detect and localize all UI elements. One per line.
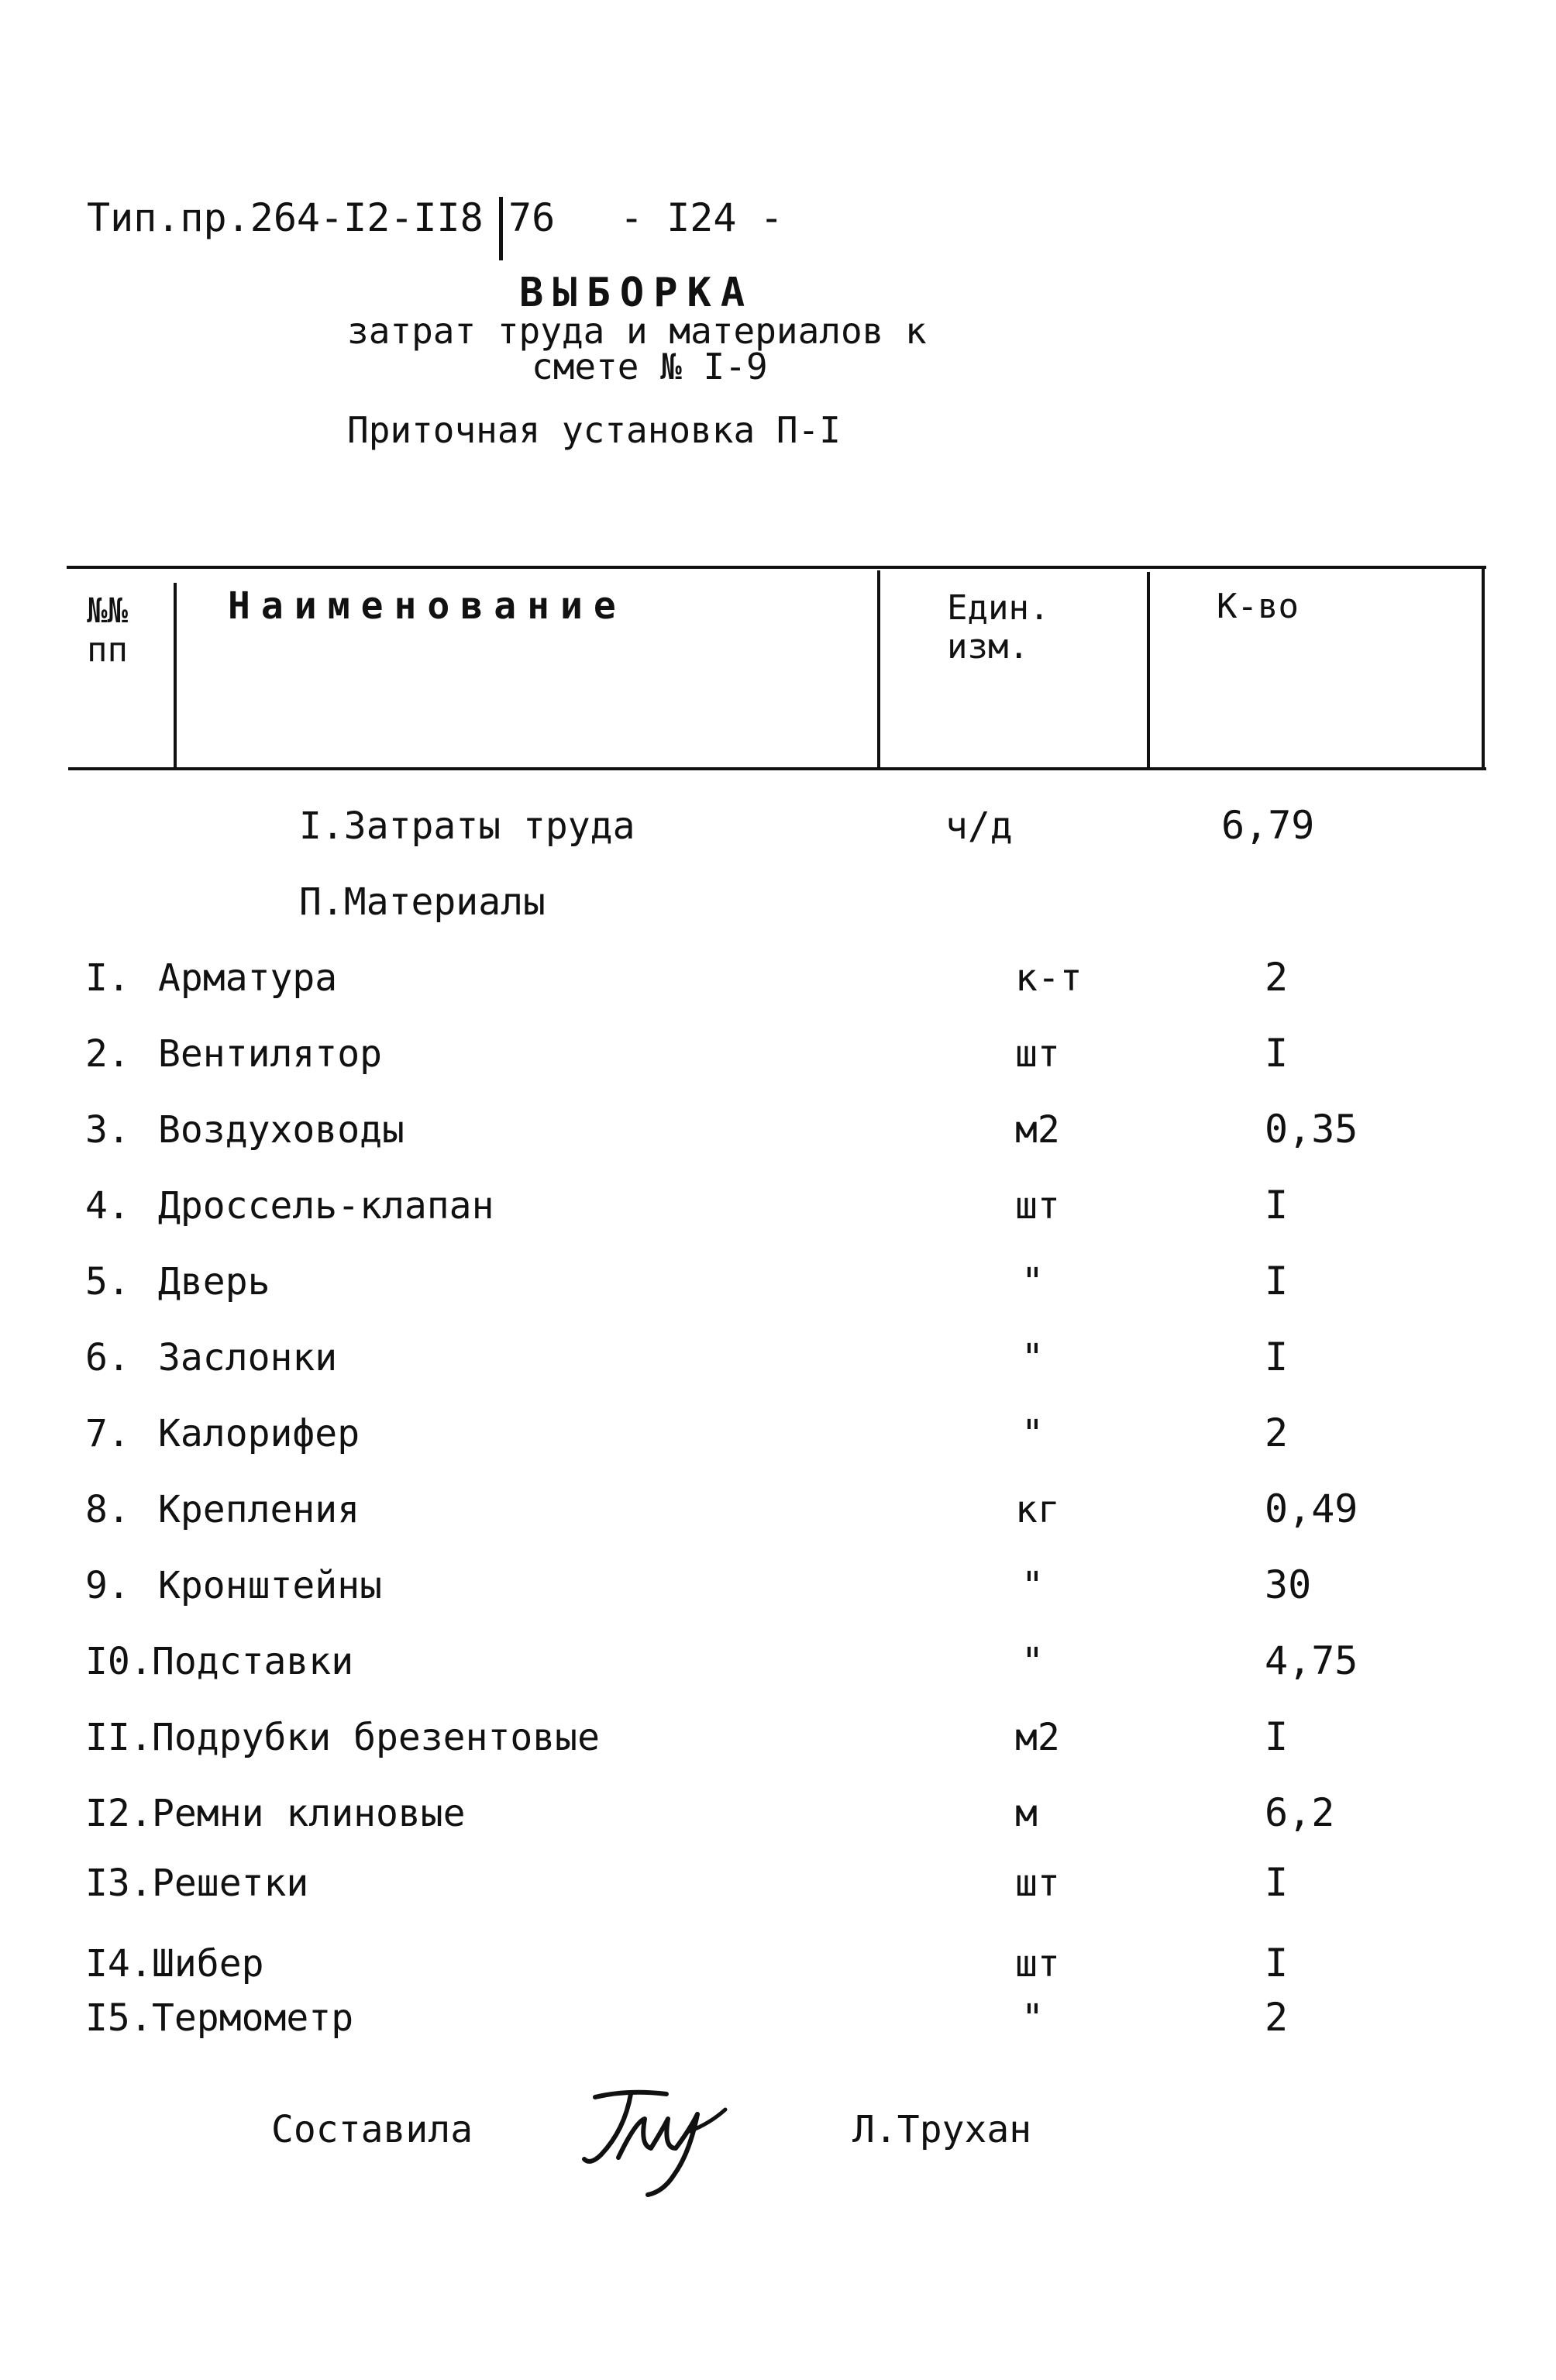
item-number: I2. (85, 1792, 153, 1835)
item-quantity: I (1265, 1031, 1289, 1076)
document-year: 76 (508, 195, 556, 240)
title-line-2: затрат труда и материалов к (347, 310, 927, 352)
materials-heading: П.Материалы (299, 880, 546, 924)
item-unit: " (1021, 1564, 1044, 1607)
item-name: Дроссель-клапан (158, 1184, 494, 1228)
item-name: Термометр (152, 1996, 354, 2040)
table-col-divider-3 (1147, 572, 1150, 769)
item-unit: " (1021, 1260, 1044, 1304)
item-quantity: 2 (1265, 955, 1289, 1000)
column-header-unit: Един. изм. (947, 588, 1050, 666)
column-header-quantity: К-во (1217, 587, 1299, 626)
column-header-number: №№ пп (87, 591, 128, 670)
item-unit: кг (1015, 1488, 1060, 1531)
handwritten-signature (573, 2083, 736, 2199)
item-number: I0. (85, 1640, 153, 1683)
item-quantity: 4,75 (1265, 1638, 1358, 1683)
item-number: I5. (85, 1996, 153, 2040)
item-name: Ремни клиновые (152, 1792, 466, 1835)
item-number: 9. (85, 1564, 130, 1607)
item-quantity: 2 (1265, 1410, 1289, 1455)
item-name: Шибер (152, 1942, 264, 1986)
item-unit: шт (1015, 1862, 1060, 1905)
item-quantity: I (1265, 1860, 1289, 1905)
item-unit: шт (1015, 1942, 1060, 1986)
table-top-border (67, 566, 1486, 569)
item-number: 8. (85, 1488, 130, 1531)
item-quantity: I (1265, 1714, 1289, 1759)
item-number: 2. (85, 1032, 130, 1076)
item-quantity: 30 (1265, 1562, 1312, 1607)
item-unit: " (1021, 1336, 1044, 1379)
item-unit: " (1021, 1640, 1044, 1683)
item-number: 6. (85, 1336, 130, 1379)
item-unit: м (1015, 1792, 1038, 1835)
table-col-divider-2 (877, 570, 880, 769)
item-quantity: 6,2 (1265, 1790, 1335, 1835)
item-unit: " (1021, 1996, 1044, 2040)
item-number: I3. (85, 1862, 153, 1905)
item-unit: шт (1015, 1032, 1060, 1076)
labor-quantity: 6,79 (1221, 803, 1315, 848)
item-unit: м2 (1015, 1716, 1060, 1759)
item-number: I4. (85, 1942, 153, 1986)
title-line-3: смете № I-9 (532, 346, 768, 387)
item-unit: шт (1015, 1184, 1060, 1228)
author-name: Л.Трухан (852, 2108, 1032, 2151)
header-divider (499, 197, 503, 260)
table-right-border (1482, 566, 1485, 769)
item-unit: м2 (1015, 1108, 1060, 1152)
item-quantity: 0,35 (1265, 1107, 1358, 1152)
item-name: Заслонки (158, 1336, 338, 1379)
item-number: 3. (85, 1108, 130, 1152)
item-name: Вентилятор (158, 1032, 382, 1076)
item-name: Подставки (152, 1640, 354, 1683)
item-quantity: 2 (1265, 1995, 1289, 2040)
labor-unit: ч/д (945, 804, 1013, 848)
item-name: Кронштейны (158, 1564, 382, 1607)
column-header-name: Наименование (228, 584, 627, 628)
item-name: Дверь (158, 1260, 270, 1304)
item-name: Крепления (158, 1488, 360, 1531)
page-number: - I24 - (620, 195, 783, 240)
item-number: I. (85, 956, 130, 1000)
item-number: II. (85, 1716, 153, 1759)
item-number: 7. (85, 1412, 130, 1455)
document-title: ВЫБОРКА (519, 270, 755, 316)
item-unit: " (1021, 1412, 1044, 1455)
item-name: Решетки (152, 1862, 309, 1905)
item-quantity: I (1265, 1259, 1289, 1304)
document-subtitle: Приточная установка П-I (347, 409, 841, 451)
item-quantity: I (1265, 1335, 1289, 1379)
item-number: 4. (85, 1184, 130, 1228)
document-reference: Тип.пр.264-I2-II8 (87, 195, 484, 240)
table-col-divider-1 (174, 583, 177, 769)
item-name: Воздуховоды (158, 1108, 404, 1152)
compiled-by-label: Составила (271, 2108, 473, 2151)
item-quantity: 0,49 (1265, 1486, 1358, 1531)
table-header-bottom-border (68, 767, 1486, 770)
item-name: Подрубки брезентовые (152, 1716, 600, 1759)
item-name: Калорифер (158, 1412, 360, 1455)
item-unit: к-т (1015, 956, 1083, 1000)
item-quantity: I (1265, 1941, 1289, 1986)
item-name: Арматура (158, 956, 338, 1000)
item-quantity: I (1265, 1183, 1289, 1228)
labor-label: I.Затраты труда (299, 804, 635, 848)
item-number: 5. (85, 1260, 130, 1304)
